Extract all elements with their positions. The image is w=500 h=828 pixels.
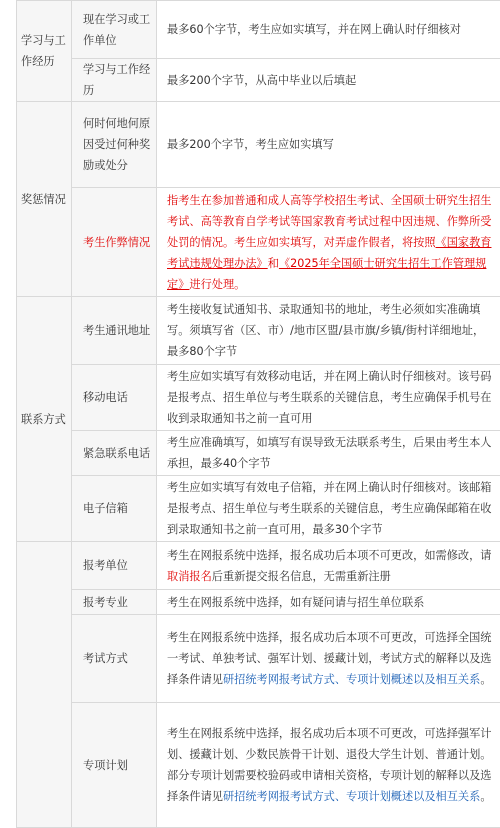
section-label-study-work: 学习与工作经历: [17, 1, 72, 102]
table-row: [17, 59, 500, 102]
description-text: 考生在网报系统中选择，报名成功后本项不可更改，如需修改，请: [167, 549, 491, 562]
field-description: [157, 542, 500, 590]
table-row: [17, 102, 500, 188]
field-label: 电子信箱: [72, 476, 157, 542]
regulation-link[interactable]: 《国家教育考试违规处理办法》: [167, 236, 491, 270]
table-row: [17, 542, 500, 590]
section-label-rewards: 奖惩情况: [17, 102, 72, 297]
field-description: 考生应准确填写，如填写有误导致无法联系考生，后果由考生本人承担，最多40个字节: [157, 431, 500, 476]
table-row: [17, 365, 500, 431]
table-row: [17, 615, 500, 703]
description-text: 进行处理。: [189, 278, 245, 291]
regulation-link[interactable]: 《2025年全国硕士研究生招生工作管理规定》: [167, 257, 486, 291]
table-row: [17, 297, 500, 365]
field-description: 最多200个字节，从高中毕业以后填起: [157, 59, 500, 102]
description-text: 。: [480, 790, 491, 803]
field-label-cheating: 考生作弊情况: [72, 188, 157, 297]
field-description: 考生接收复试通知书、录取通知书的地址，考生必须如实准确填写。须填写省（区、市）/地市区盟/县市旗/乡镇/街村详细地址，最多80个字节: [157, 297, 500, 365]
field-label: 考生通讯地址: [72, 297, 157, 365]
exam-method-link[interactable]: 研招统考网报考试方式: [223, 790, 335, 803]
cheating-description: [157, 188, 500, 297]
field-label: 紧急联系电话: [72, 431, 157, 476]
table-row: [17, 431, 500, 476]
field-label: 报考单位: [72, 542, 157, 590]
registration-info-table: [16, 0, 500, 828]
field-description: 最多60个字节，考生应如实填写，并在网上确认时仔细核对: [157, 1, 500, 59]
section-label-contact: 联系方式: [17, 297, 72, 542]
field-description: 考生在网报系统中选择，如有疑问请与招生单位联系: [157, 590, 500, 615]
left-margin: [0, 0, 16, 826]
special-plan-link[interactable]: 专项计划概述以及相互关系: [346, 790, 480, 803]
table-row: [17, 188, 500, 297]
exam-method-link[interactable]: 研招统考网报考试方式: [223, 673, 335, 686]
field-description: [157, 703, 500, 828]
field-label: 现在学习或工作单位: [72, 1, 157, 59]
field-description: 考生应如实填写有效移动电话，并在网上确认时仔细核对。该号码是报考点、招生单位与考生联系的关键信息，考生应确保手机号在收到录取通知书之前一直可用: [157, 365, 500, 431]
link-separator: 、: [335, 673, 346, 686]
description-text: 和: [268, 257, 279, 270]
description-text: 考生在网报系统中选择，报名成功后本项不可更改，可选择全国统一考试、单独考试、强军计划、援藏计划，考试方式的解释以及选择条件请见: [167, 631, 491, 686]
table-row: [17, 703, 500, 828]
section-label-application: [17, 542, 72, 828]
field-description: 考生应如实填写有效电子信箱，并在网上确认时仔细核对。该邮箱是报考点、招生单位与考生联系的关键信息，考生应确保邮箱在收到录取通知书之前一直可用，最多30个字节: [157, 476, 500, 542]
special-plan-link[interactable]: 专项计划概述以及相互关系: [346, 673, 480, 686]
field-label: 移动电话: [72, 365, 157, 431]
link-separator: 、: [335, 790, 346, 803]
table-row: [17, 590, 500, 615]
description-text: 指考生在参加普通和成人高等学校招生考试、全国硕士研究生招生考试、高等教育自学考试等国家教育考试过程中因违规、作弊所受处罚的情况。考生应如实填写，对弄虚作假者，将按照: [167, 194, 491, 249]
field-label: 报考专业: [72, 590, 157, 615]
table-row: [17, 476, 500, 542]
field-label: 何时何地何原因受过何种奖励或处分: [72, 102, 157, 188]
field-label: 学习与工作经历: [72, 59, 157, 102]
description-text: 考生在网报系统中选择，报名成功后本项不可更改，可选择强军计划、援藏计划、少数民族骨干计划、退役大学生计划、普通计划。部分专项计划需要校验码或申请相关资格，专项计划的解释以及选择条件请见: [167, 727, 491, 803]
field-label: 考试方式: [72, 615, 157, 703]
cancel-registration-link[interactable]: 取消报名: [167, 570, 212, 583]
table-row: [17, 1, 500, 59]
description-text: 。: [480, 673, 491, 686]
description-text: 后重新提交报名信息，无需重新注册: [212, 570, 391, 583]
field-description: 最多200个字节，考生应如实填写: [157, 102, 500, 188]
info-table-frame: [16, 0, 500, 826]
field-label: 专项计划: [72, 703, 157, 828]
field-description: [157, 615, 500, 703]
